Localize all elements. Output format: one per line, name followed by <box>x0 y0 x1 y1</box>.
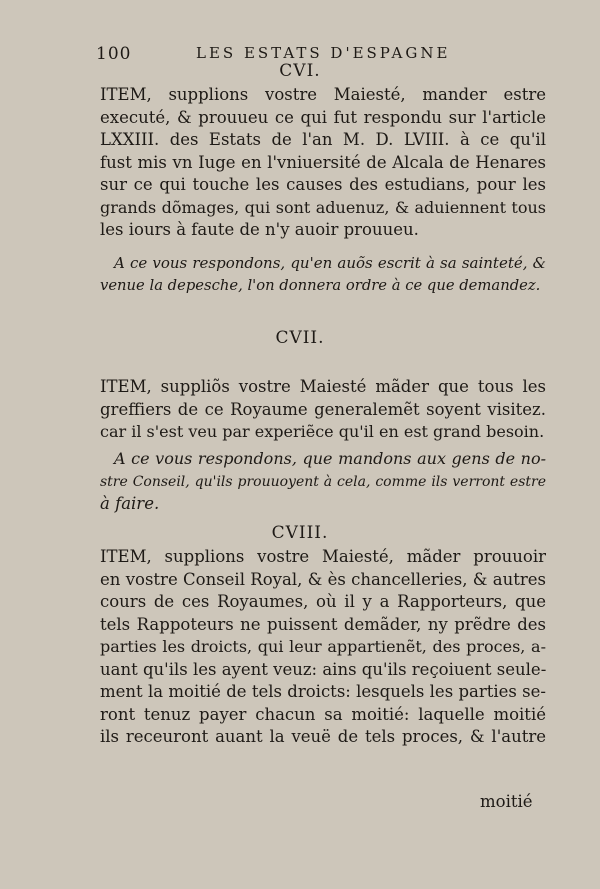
text-line: grands dõmages, qui sont aduenuz, & aduiennent tous <box>100 197 546 217</box>
response-line: stre Conseil, qu'ils prouuoyent à cela, comme ils verront estre <box>100 473 546 490</box>
text-line: ITEM, supplions vostre Maiesté, mãder prouuoir <box>100 547 546 566</box>
text-line: cours de ces Royaumes, où il y a Rapporteurs, que <box>100 592 546 611</box>
text-line: ment la moitié de tels droicts: lesquels les parties se- <box>100 682 546 701</box>
text-line: ils receuront auant la veuë de tels proces, & l'autre <box>100 727 546 746</box>
text-line: greffiers de ce Royaume generalemẽt soyent visitez. <box>100 399 546 419</box>
text-line: les iours à faute de n'y auoir prouueu. <box>100 220 419 239</box>
text-line: parties les droicts, qui leur appartienẽt, des proces, a- <box>100 637 546 656</box>
section-cvii-response <box>100 448 546 516</box>
text-line: ITEM, supplions vostre Maiesté, mander estre <box>100 85 546 104</box>
section-cvi-request <box>100 84 546 242</box>
text-line: car il s'est veu par experiẽce qu'il en est grand besoin. <box>100 422 545 441</box>
response-line: à faire. <box>100 494 160 513</box>
text-line: fust mis vn Iuge en l'vniuersité de Alcala de Henares <box>100 152 546 172</box>
text-line: executé, & prouueu ce qui fut respondu sur l'article <box>100 107 546 127</box>
catchword: moitié <box>480 792 533 811</box>
section-heading-cvi: CVI. <box>279 61 321 81</box>
text-line: en vostre Conseil Royal, & ès chancelleries, & autres <box>100 569 546 589</box>
response-line: A ce vous respondons, qu'en auõs escrit à sa sainteté, & <box>114 254 546 272</box>
text-line: sur ce qui touche les causes des estudians, pour les <box>100 175 546 194</box>
text-line: uant qu'ils les ayent veuz: ains qu'ils reçoiuent seule- <box>100 659 546 679</box>
response-line: venue la depesche, l'on donnera ordre à ce que demandez. <box>100 276 541 294</box>
section-cviii-request <box>100 546 546 749</box>
text-line: tels Rappoteurs ne puissent demãder, ny prẽdre des <box>100 614 546 634</box>
text-line: ITEM, suppliõs vostre Maiesté mãder que tous les <box>100 377 546 396</box>
running-head: LES ESTATS D'ESPAGNE <box>196 44 451 62</box>
response-line: A ce vous respondons, que mandons aux gens de no- <box>114 449 546 468</box>
page-number: 100 <box>96 44 132 64</box>
text-line: LXXIII. des Estats de l'an M. D. LVIII. à ce qu'il <box>100 130 546 149</box>
text-line: ront tenuz payer chacun sa moitié: laquelle moitié <box>100 704 546 724</box>
section-cvi-response <box>100 252 546 297</box>
section-heading-cvii: CVII. <box>275 328 325 348</box>
section-heading-cviii: CVIII. <box>271 523 329 543</box>
section-cvii-request <box>100 376 546 444</box>
